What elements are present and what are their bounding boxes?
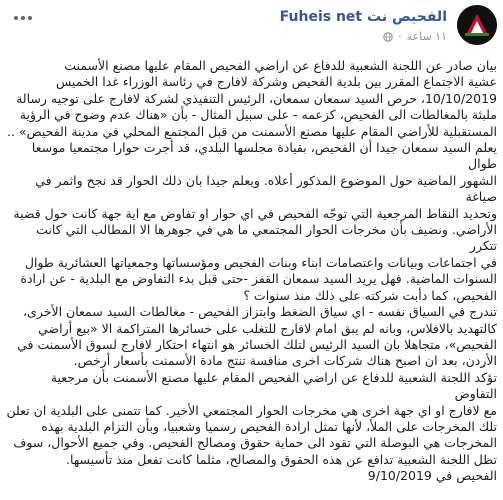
post-line: ملبئة بالمغالطات الى الفحيص، كزعمه - على سبيل المثال - بأن «هناك عدم وضوح في الرؤية — [19, 107, 497, 123]
post-line: وتحديد النقاط المرجعية التي توجّه الفحيص في اي حوار او تفاوض مع اية جهة كانت حول قضية — [13, 205, 497, 221]
post-line: الفحيص»، متجاهلا بان السيد الرئيس لتلك الخسائر هو انتهاء احتكار لافارج لسوق الأسمنت في — [17, 336, 497, 352]
post-body — [6, 58, 497, 485]
page-name-link[interactable]: الفحيص نت Fuheis net — [279, 9, 447, 25]
page-avatar[interactable] — [457, 5, 497, 45]
post-meta: ١١ ساعة · — [383, 30, 447, 43]
options-dot — [28, 16, 32, 20]
post-line: كالتهديد بالافلاس، وبانه لم يبق امام لافارج للتغلب على خسائرها المتراكمة الا «بيع أراضي — [38, 320, 497, 336]
post-line: السنوات الماضية. فهل يريد السيد سمعان القفز -حتى قبل بدء التفاوض مع البلدية - عن ارادة — [20, 271, 497, 287]
post-line: تندرج في السياق نفسه - اي سياق الضغط وابتزاز الفحيص - مغالطات السيد سمعان الأخرى، — [23, 304, 497, 320]
post-line: الفحيص، كما دأبت شركته على ذلك منذ سنوات ؟ — [243, 287, 497, 303]
post-line: المستقبلية للأراضي المقام عليها مصنع الأسمنت من قبل المجتمع المحلي في مدينة الفحيص» .. — [7, 123, 497, 139]
post-signature: الفحيص في 9/10/2019 — [367, 468, 497, 484]
post-line: بيان صادر عن اللجنة الشعبية للدفاع عن اراضي الفحيص المقام عليها مصنع الأسمنت — [64, 58, 497, 73]
post-line: المخرجات هي البوصلة التي تقود الى حماية حقوق ومصالح الفحيص. وفي جميع الأحوال، سوف — [13, 435, 497, 451]
post-line: مع لافارج او اي جهة اخرى هي مخرجات الحوار المجتمعي الأخير. كما تتمنى على البلدية ان تعلن — [6, 402, 497, 418]
post-line: 10/10/2019، حرص السيد سمعان سمعان، الرئيس التنفيذي لشركة لافارج على توجيه رسالة — [16, 90, 497, 106]
post-line: الشهور الماضية حول الموضوع المذكور أعلاه. ويعلم جيدا بان ذلك الحوار قد نجح واثمر في صياغة — [35, 172, 497, 205]
options-dot — [14, 16, 18, 20]
post-line: تلك المخرجات على الملأ، لأنها تمثل ارادة الفحيص رسميا وشعبيا، وبأن التزام البلدية بهذه — [41, 418, 497, 434]
post-line: الأردن، بعد ان اصبح هناك شركات اخرى منافسة تنتج مادة الأسمنت بأسعار أرخص. — [73, 353, 497, 369]
post-line: يعلم السيد سمعان جيدا أن الفحيص، بقيادة مجلسها البلدي، قد أجرت حوارا مجتمعيا موسعا طوال — [31, 140, 497, 172]
post-line: تظل اللجنة الشعبية تدافع عن هذه الحقوق والمصالح، مثلما كانت تفعل منذ تأسيسها. — [65, 451, 497, 467]
post-line: تؤكد اللجنة الشعبية للدفاع عن اراضي الفحيص المقام عليها مصنع الأسمنت بأن مرجعية التفاوض — [50, 369, 497, 402]
post-line: الأراضي. ونضيف بأن مخرجات الحوار المجتمعي ما هي في جوهرها الا المطالب التي كانت تتكرر — [36, 222, 497, 254]
post-line: في اجتماعات وبيانات واعتصامات ابناء وبنات الفحيص ومؤسساتها وجمعياتها العشائرية طوال — [24, 254, 497, 270]
post-options-button[interactable] — [10, 12, 36, 24]
post-header — [0, 0, 503, 50]
options-dot — [21, 16, 25, 20]
globe-icon — [383, 32, 393, 42]
page-logo-icon — [457, 5, 497, 45]
post-line: عشية الاجتماع المقرر بين بلدية الفحيص وشركة لافارج في رئاسة الوزراء غدا الخميس — [56, 74, 497, 90]
post-timestamp[interactable]: ١١ ساعة — [406, 30, 447, 43]
